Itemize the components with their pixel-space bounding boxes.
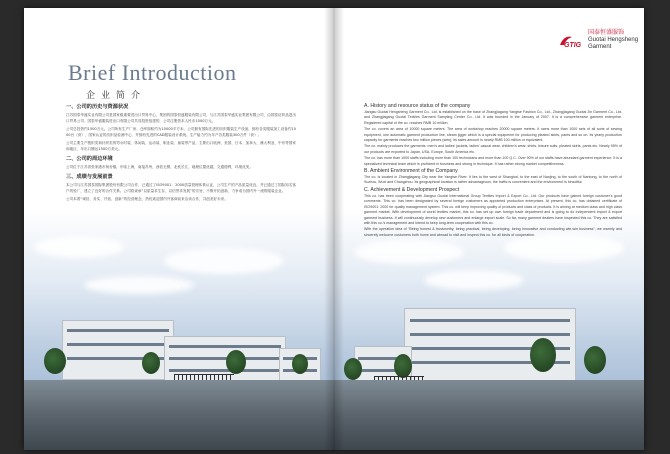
gtig-logo-icon: [558, 33, 586, 49]
logo-text: [588, 30, 644, 51]
tree: [584, 346, 606, 374]
paragraph: 公司本着“诚信、务实、开拓、创新”的经营理念，热忱欢迎国内外客商前来洽谈合作，共创美好未来。: [66, 197, 228, 201]
paragraph: The co. mainly produces the garments: men's and ladies' jackets, ladies' casual wear, children's wear, shirts, leisure suits, pleated skirts, pants etc. Nearly 95% of our products are exported to Japan, USA, Europe, South America etc.: [364, 144, 622, 154]
page-title: [68, 60, 236, 101]
section-heading: 一、公司的历史与资源状况: [66, 104, 129, 110]
section-heading: 二、公司的周边环境: [66, 156, 113, 162]
section-heading: A. History and resource status of the company: [364, 103, 471, 109]
paragraph: The co. covers an area of 10000 square meters. The area of workshop reaches 20000 square meters. It owns more than 1000 sets of all sorts of sewing equipment, one automatic garment production line, steam jigger which is a special equipment for producing pleated skirts, pants and so on. Its yearly production capacity for garments reaches two million pieces (sets); its sales amount is nearly RMB 100 million or equivalent.: [364, 127, 622, 143]
paragraph: The co. is located in Zhangjiagang City near the Yangtse River. It lies to the west of Shanghai, to the east of Nanjing, to the south of Nantong, to the north of Suzhou, Wuxi and Changzhou. Its geographical location is rather advantageous, the traffic is convenient and the environment is beautiful.: [364, 175, 622, 185]
title-chinese: 企业简介: [86, 91, 147, 101]
brochure-spread: [24, 8, 644, 450]
logo-name-en: Guotai Hengsheng Garment: [588, 37, 639, 50]
company-logo: [558, 30, 644, 51]
tree: [394, 354, 412, 378]
tree: [292, 354, 308, 374]
cloud: [424, 270, 524, 290]
paragraph: 公司主要生产梭织类和针织类的男女时装、休闲装、运动装、职业装、童装等产品，主要出口欧洲、美国、日本、加拿大、澳大利亚、中东等国家和地区，年出口额达1500万美元。: [66, 141, 296, 151]
tree: [226, 350, 246, 374]
section-heading: C. Achievement & Development Prospect: [364, 186, 460, 193]
english-body-text: [364, 102, 622, 239]
section-heading: B. Ambient Environment of the Company: [364, 168, 458, 175]
tree: [142, 352, 160, 374]
paragraph: This co. has been cooperating with Jiangsu Guotai International Group Textiles Import & Export Co., Ltd. Our products have gained foreign customer's good comments. This co. has been designated by several foreign customers as appointed production enterprises. At present, this co. has obtained certificate of ISO9001: 2000 for quality management system. This co. will keep improving quality of products and class of products. It is aiming at medium class and high class garment market. With development of world textiles market, this co. has set up own foreign trade department and is going to do independent import & export garment business. It will continuously develop new customers and enlarge export scale. So far, many garment dealers have inspected this co. They are satisfied with this co.'s management and intend to keep long-term cooperation with this co.: [364, 193, 622, 225]
cloud: [164, 248, 284, 274]
paragraph: Jiangsu Guotai Hengsheng Garment Co., Ltd. is established on the base of Zhangjiagang Yangtse Fashion Co., Ltd., Zhangjiagang Guotai Jin Garment Co., Ltd. and Zhangjiagang Guotai Textiles Garment Sampling Center Co., Ltd. It was founded in the January of 2007. It is a comprehensive garment enterprise. Registered capital of the co. reaches RMB 10 million.: [364, 110, 622, 125]
ground: [24, 380, 334, 450]
tree: [344, 358, 362, 380]
title-english: Brief Introduction: [68, 60, 237, 85]
cloud: [354, 240, 464, 264]
section-heading: 三、成绩与发展前景: [66, 174, 113, 180]
right-page: [334, 8, 644, 450]
ground: [334, 380, 644, 450]
paragraph: 本公司与江苏国泰国际集团股份有限公司合作，已通过了ISO9001：2000质量管理体系认证，公司生产的产品质量优良，并已通过了国际知名客户的验厂，建立了良好的合作关系。公司将秉承“以质量求生存，以信誉求发展”的宗旨，不断开拓创新，力争成为国内外一流的服装企业。: [66, 183, 296, 193]
paragraph: 公司位于江苏省张家港市杨舍镇，东临上海，南接苏州，西依无锡，北枕长江，地理位置优越，交通便利，环境优美。: [66, 165, 253, 169]
logo-name-cn: 国泰恒盛服饰: [588, 30, 625, 36]
cloud: [84, 276, 194, 294]
paragraph: With the operation idea of "Being honest & trustworthy, being practical, being developing, being innovative and conducting win-win business", we warmly and sincerely welcome customers both home and abroad to visit and inspect this co. for all kinds of cooperation.: [364, 227, 622, 237]
tree: [44, 348, 66, 374]
left-page: [24, 8, 334, 450]
factory-building: [62, 320, 174, 380]
paragraph: 公司总投资约1500万元。公司所有生产厂房、仓库面积约为10000平方米，公司拥有国际先进的纺织服装生产设备，拥有各类服装加工设备约1000台（套），国家认证的纺织品检测中心，并拥有先进的CAD服装设计系统。生产能力约为年产各类服装300万件（套）。: [66, 127, 296, 137]
chinese-body-text: [66, 100, 296, 204]
cloud: [34, 236, 124, 258]
book-spine-shadow: [324, 8, 344, 450]
paragraph: 江苏国泰华盛实业有限公司是国家级重要进出口贸易中心，集团的国泰恒盛服装有限公司，与江苏国泰华盛实业集团有限公司，由国泰纺织品进出口贸易公司、国泰华盛服装进出口有限公司共同投资组建的，公司注册资本人民币1000万元。: [66, 113, 296, 123]
logo-mark-text: GTIG: [564, 41, 582, 49]
paragraph: The co. has more than 1000 staffs including more than 100 technicians and more than 100 Q.C. Over 90% of our staffs have abundant garment experience. It is a specialized technical team which is proficient in business and strong in technique. It has rather strong market competitiveness.: [364, 156, 622, 166]
tree: [530, 338, 556, 372]
